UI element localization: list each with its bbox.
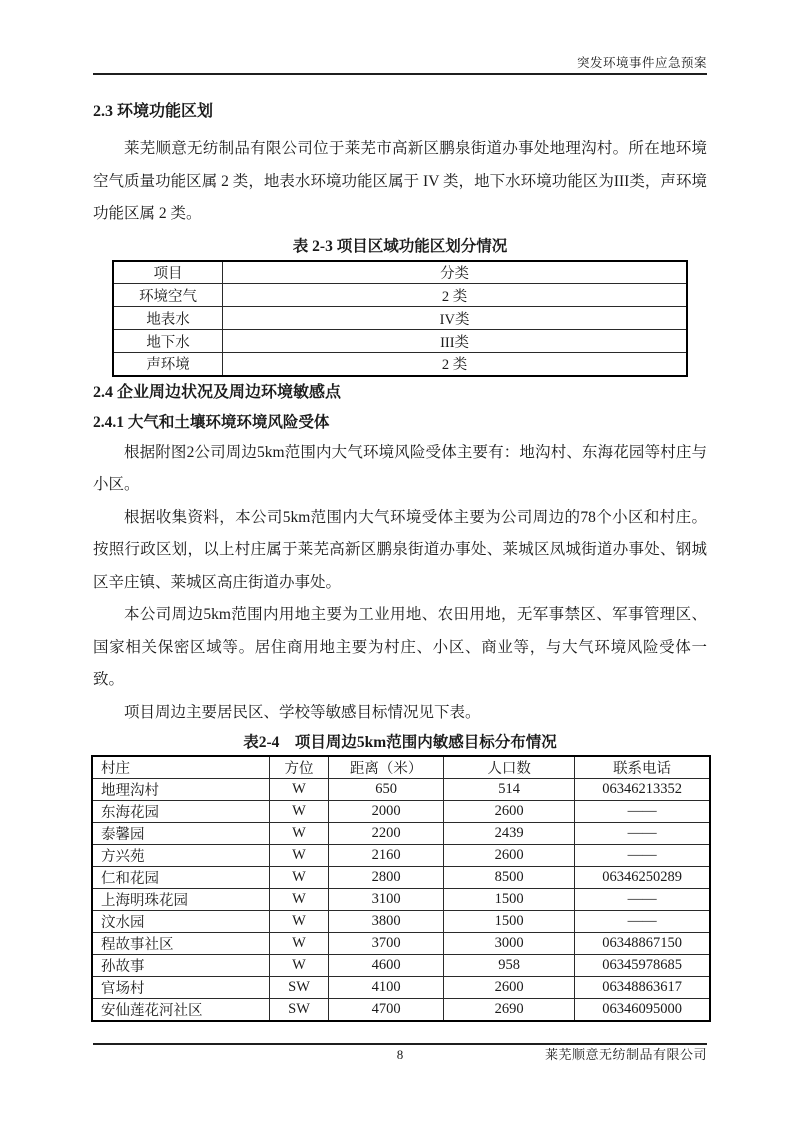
paragraph-2-4-1-4: 项目周边主要居民区、学校等敏感目标情况见下表。 [124, 703, 481, 721]
paragraph-2-4-1-2: 根据收集资料，本公司5km范围内大气环境受体主要为公司周边的78个小区和村庄。按照行政区划，以上村庄属于莱芜高新区鹏泉街道办事处、莱城区凤城街道办事处、钢城区辛庄镇、莱城区高庄街道办事处。 [93, 508, 707, 591]
table-row [92, 999, 710, 1022]
page-content [93, 0, 707, 1022]
table-cell: 1500 [444, 889, 575, 911]
table-cell: 958 [444, 955, 575, 977]
table-cell: III类 [223, 330, 687, 353]
table-cell: 地理沟村 [92, 779, 269, 801]
table-row [92, 977, 710, 999]
table-header-cell: 项目 [113, 261, 223, 284]
table-cell: W [269, 845, 328, 867]
table-cell: 2 类 [223, 353, 687, 376]
paragraph-2-3-1: 莱芜顺意无纺制品有限公司位于莱芜市高新区鹏泉街道办事处地理沟村。所在地环境空气质量功能区属 2 类，地表水环境功能区属于 IV 类，地下水环境功能区为III类，声环境功能区属 2 类。 [93, 140, 707, 222]
table-row [92, 823, 710, 845]
table-row [113, 330, 687, 353]
table-cell: —— [575, 823, 710, 845]
table-cell: 4700 [329, 999, 444, 1022]
page-header [93, 0, 707, 75]
table-cell: W [269, 955, 328, 977]
table-cell: 3100 [329, 889, 444, 911]
table-cell: 2 类 [223, 284, 687, 307]
table-cell: —— [575, 911, 710, 933]
table-cell: SW [269, 977, 328, 999]
table-row [92, 933, 710, 955]
table-cell: 声环境 [113, 353, 223, 376]
table-cell: 仁和花园 [92, 867, 269, 889]
table-cell: 3700 [329, 933, 444, 955]
table-header-row [113, 261, 687, 284]
table-cell: 650 [329, 779, 444, 801]
table-row [113, 284, 687, 307]
table-cell: 3000 [444, 933, 575, 955]
table-cell: 4100 [329, 977, 444, 999]
table-cell: 官场村 [92, 977, 269, 999]
table-cell: 4600 [329, 955, 444, 977]
table-cell: 2600 [444, 801, 575, 823]
table-cell: 06345978685 [575, 955, 710, 977]
table-cell: 2439 [444, 823, 575, 845]
table-cell: SW [269, 999, 328, 1022]
section-heading-2-3: 2.3 环境功能区划 [93, 103, 214, 120]
table-cell: W [269, 889, 328, 911]
table-cell: 8500 [444, 867, 575, 889]
table-header-row [92, 756, 710, 779]
table-header-cell: 人口数 [444, 756, 575, 779]
table-cell: W [269, 867, 328, 889]
paragraph-2-4-1-1: 根据附图2公司周边5km范围内大气环境风险受体主要有：地沟村、东海花园等村庄与小区。 [93, 443, 707, 493]
table-cell: 东海花园 [92, 801, 269, 823]
table-row [92, 801, 710, 823]
table-cell: 1500 [444, 911, 575, 933]
table-row [92, 889, 710, 911]
table-cell: 2200 [329, 823, 444, 845]
table-cell: —— [575, 801, 710, 823]
table-2-4-caption: 表2-4 项目周边5km范围内敏感目标分布情况 [243, 734, 557, 751]
table-header-cell: 联系电话 [575, 756, 710, 779]
table-cell: 06346213352 [575, 779, 710, 801]
paragraph-2-4-1-3: 本公司周边5km范围内用地主要为工业用地、农田用地，无军事禁区、军事管理区、国家相关保密区域等。居住商用地主要为村庄、小区、商业等，与大气环境风险受体一致。 [93, 606, 707, 688]
table-row [92, 845, 710, 867]
table-header-cell: 村庄 [92, 756, 269, 779]
table-header-cell: 距离（米） [329, 756, 444, 779]
table-cell: 514 [444, 779, 575, 801]
table-cell: 地表水 [113, 307, 223, 330]
page-footer [93, 1043, 707, 1065]
table-cell: 06346095000 [575, 999, 710, 1022]
table-cell: 方兴苑 [92, 845, 269, 867]
page-number: 8 [396, 1047, 404, 1062]
table-cell: 孙故事 [92, 955, 269, 977]
table-cell: —— [575, 845, 710, 867]
table-row [113, 353, 687, 376]
table-row [92, 955, 710, 977]
table-cell: 泰馨园 [92, 823, 269, 845]
table-cell: IV类 [223, 307, 687, 330]
footer-inner [93, 1045, 707, 1065]
table-cell: 程故事社区 [92, 933, 269, 955]
table-2-4 [91, 755, 711, 1022]
table-cell: 2690 [444, 999, 575, 1022]
table-cell: 06348863617 [575, 977, 710, 999]
table-header-cell: 方位 [269, 756, 328, 779]
table-cell: 2600 [444, 977, 575, 999]
table-row [92, 867, 710, 889]
table-cell: 地下水 [113, 330, 223, 353]
table-cell: 2000 [329, 801, 444, 823]
table-row [113, 307, 687, 330]
header-title: 突发环境事件应急预案 [576, 56, 707, 70]
table-cell: 06348867150 [575, 933, 710, 955]
table-cell: 环境空气 [113, 284, 223, 307]
table-cell: 2800 [329, 867, 444, 889]
table-row [92, 911, 710, 933]
table-cell: 安仙莲花河社区 [92, 999, 269, 1022]
table-cell: W [269, 823, 328, 845]
table-cell: 汶水园 [92, 911, 269, 933]
table-cell: 06346250289 [575, 867, 710, 889]
table-cell: 3800 [329, 911, 444, 933]
table-cell: —— [575, 889, 710, 911]
table-2-3-caption: 表 2-3 项目区域功能区划分情况 [292, 237, 508, 255]
table-row [92, 779, 710, 801]
table-cell: W [269, 911, 328, 933]
footer-company-name: 莱芜顺意无纺制品有限公司 [544, 1047, 707, 1062]
table-header-cell: 分类 [223, 261, 687, 284]
section-heading-2-4-1: 2.4.1 大气和土壤环境环境风险受体 [93, 413, 330, 431]
section-heading-2-4: 2.4 企业周边状况及周边环境敏感点 [93, 383, 342, 401]
table-2-3 [112, 260, 688, 377]
table-cell: 上海明珠花园 [92, 889, 269, 911]
table-cell: W [269, 779, 328, 801]
table-cell: W [269, 933, 328, 955]
table-cell: W [269, 801, 328, 823]
table-cell: 2160 [329, 845, 444, 867]
table-cell: 2600 [444, 845, 575, 867]
